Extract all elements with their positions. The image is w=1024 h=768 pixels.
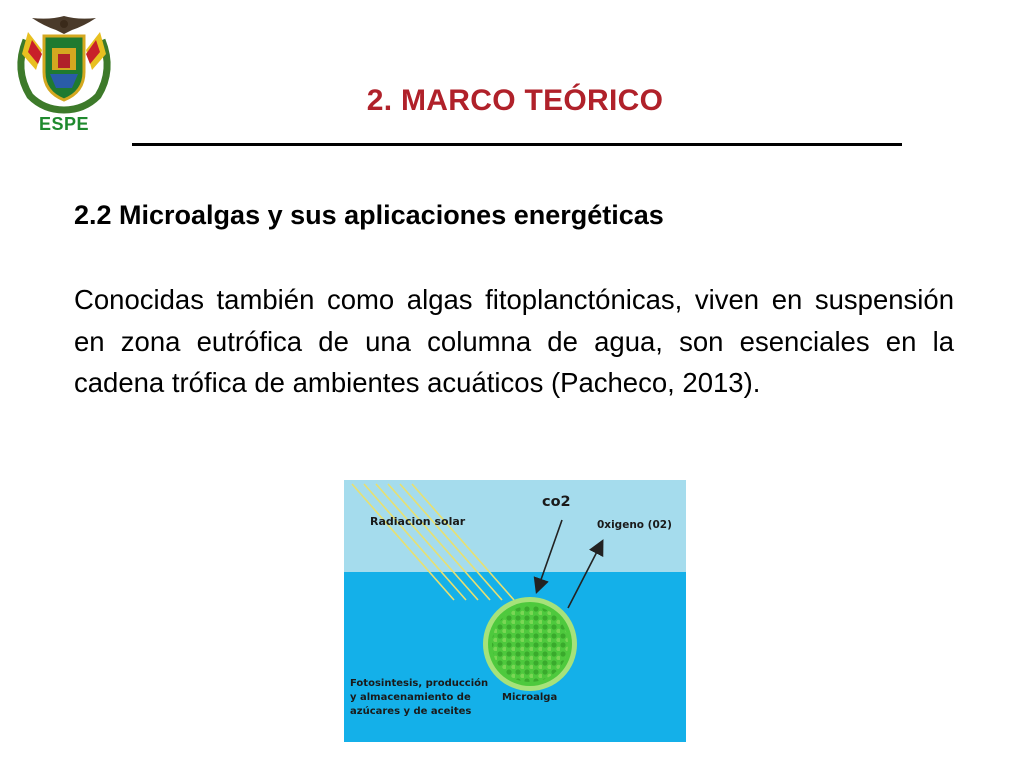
coat-of-arms-icon <box>8 10 120 114</box>
body-paragraph: Conocidas también como algas fitoplanctónicas, viven en suspensión en zona eutrófica de una columna de agua, son esenciales en la cadena trófica de ambientes acuáticos (Pacheco, 2013). <box>74 284 954 398</box>
page-title: 2. MARCO TEÓRICO <box>366 84 664 117</box>
title-divider <box>132 143 902 146</box>
photosynthesis-line-2: y almacenamiento de <box>350 692 471 703</box>
microalga-label: Microalga <box>502 692 558 703</box>
microalga-cell <box>483 597 577 691</box>
microalgae-figure <box>344 480 686 742</box>
espe-logo <box>8 10 120 138</box>
section-heading: 2.2 Microalgas y sus aplicaciones energéticas <box>74 200 664 230</box>
co2-label: co2 <box>542 494 571 510</box>
solar-label: Radiacion solar <box>370 515 466 528</box>
logo-label: ESPE <box>38 114 90 134</box>
photosynthesis-line-3: azúcares y de aceites <box>350 706 472 717</box>
oxygen-label: 0xigeno (02) <box>597 519 672 531</box>
photosynthesis-line-1: Fotosintesis, producción <box>350 678 489 689</box>
